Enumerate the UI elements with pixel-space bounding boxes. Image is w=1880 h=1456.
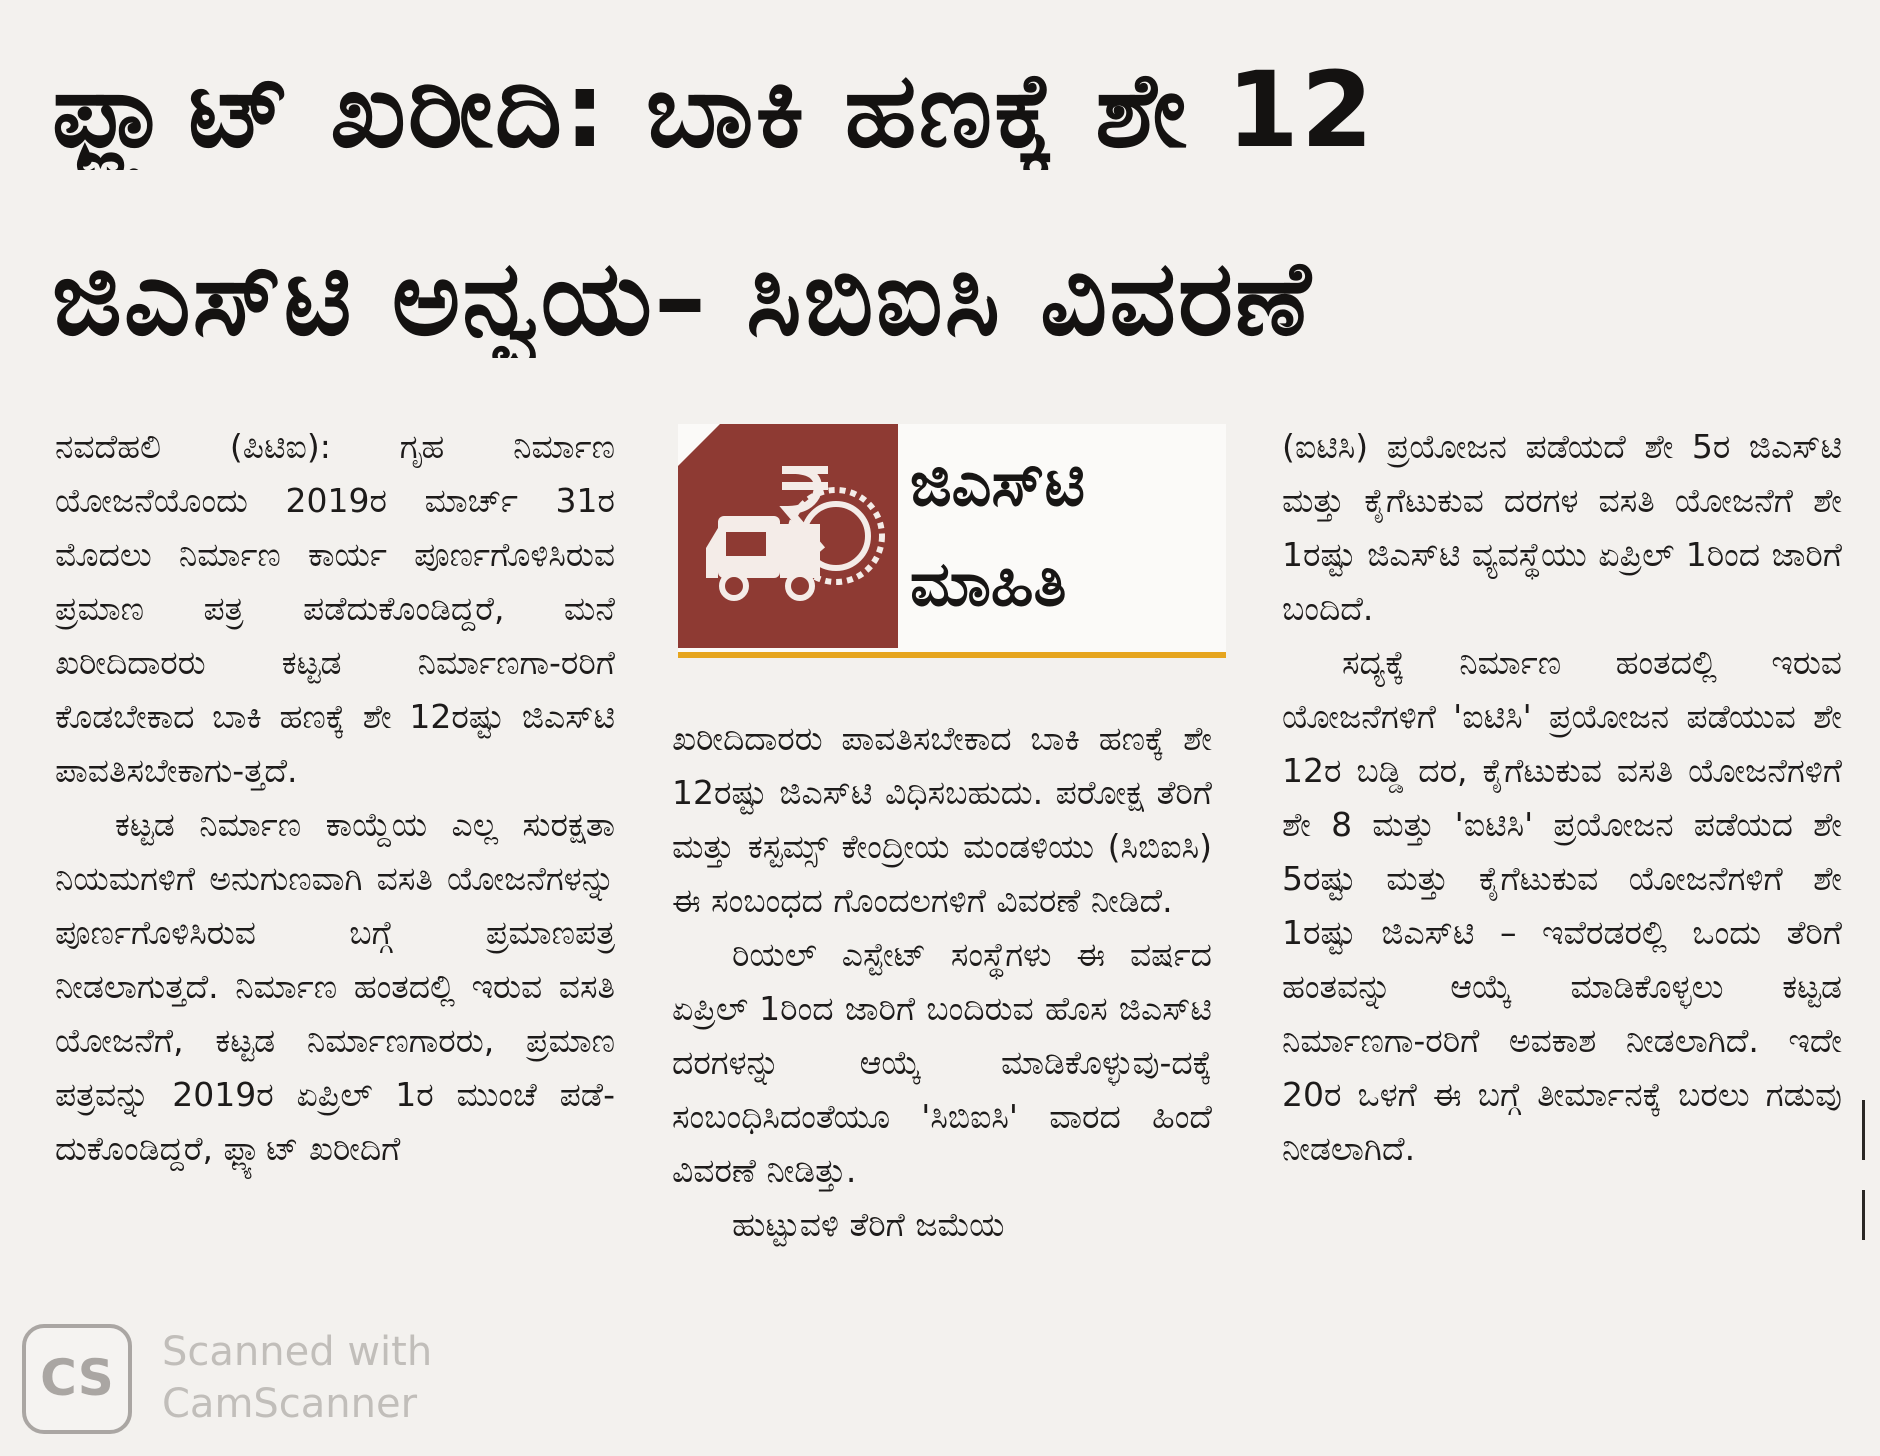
gst-title-line-1: ಜಿಎಸ್‌ಟಿ — [910, 447, 1085, 520]
column2-paragraph-2: ರಿಯಲ್ ಎಸ್ಟೇಟ್ ಸಂಸ್ಥೆಗಳು ಈ ವರ್ಷದ ಏಪ್ರಿಲ್ 1ರಿಂದ ಜಾರಿಗೆ ಬಂದಿರುವ ಹೊಸ ಜಿಎಸ್‌ಟಿ ದರಗಳನ್ನು ಆಯ್ಕೆ ಮಾಡಿಕೊಳ್ಳುವು-ದಕ್ಕೆ ಸಂಬಂಧಿಸಿದಂತೆಯೂ 'ಸಿಬಿಐಸಿ' ವಾರದ ಹಿಂದೆ ವಿವರಣೆ ನೀಡಿತ್ತು. — [672, 935, 1212, 1190]
gst-title-line-2: ಮಾಹಿತಿ — [910, 547, 1067, 620]
headline-line-1: ಫ್ಲ್ಯಾಟ್ ಖರೀದಿ: ಬಾಕಿ ಹಣಕ್ಕೆ ಶೇ 12 — [52, 50, 1376, 170]
tile-corner-fold — [678, 424, 720, 466]
camscanner-logo-icon: CS — [22, 1324, 132, 1434]
gst-info-title — [910, 434, 1226, 634]
article-column-1 — [55, 420, 615, 1440]
headline-line-2: ಜಿಎಸ್‌ಟಿ ಅನ್ವಯ– ಸಿಬಿಐಸಿ ವಿವರಣೆ — [52, 238, 1313, 358]
watermark-line-2: CamScanner — [162, 1381, 418, 1427]
truck-rupee-gear-icon — [696, 466, 886, 626]
article-column-2 — [672, 712, 1212, 1442]
column3-paragraph-1: (ಐಟಿಸಿ) ಪ್ರಯೋಜನ ಪಡೆಯದೆ ಶೇ 5ರ ಜಿಎಸ್‌ಟಿ ಮತ್ತು ಕೈಗೆಟುಕುವ ದರಗಳ ವಸತಿ ಯೋಜನೆಗೆ ಶೇ 1ರಷ್ಟು ಜಿಎಸ್‌ಟಿ ವ್ಯವಸ್ಥೆಯು ಏಪ್ರಿಲ್ 1ರಿಂದ ಜಾರಿಗೆ ಬಂದಿದೆ. — [1282, 427, 1842, 628]
camscanner-watermark — [22, 1318, 482, 1438]
article-column-3 — [1282, 420, 1842, 1440]
column3-paragraph-2: ಸದ್ಯಕ್ಕೆ ನಿರ್ಮಾಣ ಹಂತದಲ್ಲಿ ಇರುವ ಯೋಜನೆಗಳಿಗೆ 'ಐಟಿಸಿ' ಪ್ರಯೋಜನ ಪಡೆಯುವ ಶೇ 12ರ ಬಡ್ಡಿ ದರ, ಕೈಗೆಟುಕುವ ವಸತಿ ಯೋಜನೆಗಳಿಗೆ ಶೇ 8 ಮತ್ತು 'ಐಟಿಸಿ' ಪ್ರಯೋಜನ ಪಡೆಯದ ಶೇ 5ರಷ್ಟು ಮತ್ತು ಕೈಗೆಟುಕುವ ಯೋಜನೆಗಳಿಗೆ ಶೇ 1ರಷ್ಟು ಜಿಎಸ್‌ಟಿ – ಇವೆರಡರಲ್ಲಿ ಒಂದು ತೆರಿಗೆ ಹಂತವನ್ನು ಆಯ್ಕೆ ಮಾಡಿಕೊಳ್ಳಲು ಕಟ್ಟಡ ನಿರ್ಮಾಣಗಾ-ರರಿಗೆ ಅವಕಾಶ ನೀಡಲಾಗಿದೆ. ಇದೇ 20ರ ಒಳಗೆ ಈ ಬಗ್ಗೆ ತೀರ್ಮಾನಕ್ಕೆ ಬರಲು ಗಡುವು ನೀಡಲಾಗಿದೆ. — [1282, 643, 1842, 1168]
column2-paragraph-3: ಹುಟ್ಟುವಳಿ ತೆರಿಗೆ ಜಮೆಯ — [732, 1205, 1005, 1244]
column2-paragraph-1: ಖರೀದಿದಾರರು ಪಾವತಿಸಬೇಕಾದ ಬಾಕಿ ಹಣಕ್ಕೆ ಶೇ 12ರಷ್ಟು ಜಿಎಸ್‌ಟಿ ವಿಧಿಸಬಹುದು. ಪರೋಕ್ಷ ತೆರಿಗೆ ಮತ್ತು ಕಸ್ಟಮ್ಸ್ ಕೇಂದ್ರೀಯ ಮಂಡಳಿಯು (ಸಿಬಿಐಸಿ) ಈ ಸಂಬಂಧದ ಗೊಂದಲಗಳಿಗೆ ವಿವರಣೆ ನೀಡಿದೆ. — [672, 719, 1212, 920]
adjacent-column-edge — [1858, 1100, 1880, 1280]
gst-icon-tile — [678, 424, 898, 648]
gst-box-underline — [678, 652, 1226, 658]
watermark-text — [162, 1326, 482, 1430]
column1-paragraph-2: ಕಟ್ಟಡ ನಿರ್ಮಾಣ ಕಾಯ್ದೆಯ ಎಲ್ಲ ಸುರಕ್ಷತಾ ನಿಯಮಗಳಿಗೆ ಅನುಗುಣವಾಗಿ ವಸತಿ ಯೋಜನೆಗಳನ್ನು ಪೂರ್ಣಗೊಳಿಸಿರುವ ಬಗ್ಗೆ ಪ್ರಮಾಣಪತ್ರ ನೀಡಲಾಗುತ್ತದೆ. ನಿರ್ಮಾಣ ಹಂತದಲ್ಲಿ ಇರುವ ವಸತಿ ಯೋಜನೆಗೆ, ಕಟ್ಟಡ ನಿರ್ಮಾಣಗಾರರು, ಪ್ರಮಾಣ ಪತ್ರವನ್ನು 2019ರ ಏಪ್ರಿಲ್ 1ರ ಮುಂಚೆ ಪಡೆ-ದುಕೊಂಡಿದ್ದರೆ, ಫ್ಲ್ಯಾಟ್ ಖರೀದಿಗೆ — [55, 805, 615, 1168]
gst-info-box — [678, 424, 1226, 656]
column1-paragraph-1: ನವದೆಹಲಿ (ಪಿಟಿಐ): ಗೃಹ ನಿರ್ಮಾಣ ಯೋಜನೆಯೊಂದು 2019ರ ಮಾರ್ಚ್ 31ರ ಮೊದಲು ನಿರ್ಮಾಣ ಕಾರ್ಯ ಪೂರ್ಣಗೊಳಿಸಿರುವ ಪ್ರಮಾಣ ಪತ್ರ ಪಡೆದುಕೊಂಡಿದ್ದರೆ, ಮನೆ ಖರೀದಿದಾರರು ಕಟ್ಟಡ ನಿರ್ಮಾಣಗಾ-ರರಿಗೆ ಕೊಡಬೇಕಾದ ಬಾಕಿ ಹಣಕ್ಕೆ ಶೇ 12ರಷ್ಟು ಜಿಎಸ್‌ಟಿ ಪಾವತಿಸಬೇಕಾಗು-ತ್ತದೆ. — [55, 427, 615, 790]
watermark-line-1: Scanned with — [162, 1329, 433, 1375]
